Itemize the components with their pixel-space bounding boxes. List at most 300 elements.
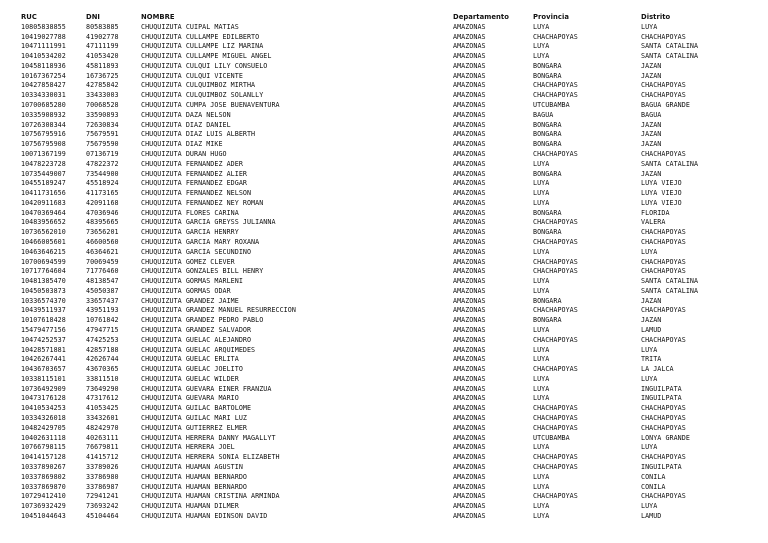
cell-provincia: BONGARA <box>533 208 562 217</box>
cell-provincia: BAGUA <box>533 110 554 119</box>
cell-ruc: 10338115101 <box>21 374 66 383</box>
cell-nombre: CHUQUIZUTA GUELAC JOELITO <box>141 365 243 374</box>
cell-provincia: BONGARA <box>533 140 562 149</box>
cell-ruc: 10410534253 <box>21 404 66 413</box>
cell-nombre: CHUQUIZUTA GARCIA HENRRY <box>141 228 239 237</box>
cell-ruc: 10736932429 <box>21 502 66 511</box>
cell-distrito: JAZAN <box>641 169 662 178</box>
cell-dni: 16736725 <box>86 71 119 80</box>
cell-distrito: SANTA CATALINA <box>641 52 699 61</box>
cell-distrito: SANTA CATALINA <box>641 42 699 51</box>
cell-departamento: AMAZONAS <box>453 140 486 149</box>
cell-distrito: CHACHAPOYAS <box>641 228 686 237</box>
cell-nombre: CHUQUIZUTA DURAN HUGO <box>141 149 227 158</box>
cell-nombre: CHUQUIZUTA DIAZ LUIS ALBERTH <box>141 130 256 139</box>
cell-nombre: CHUQUIZUTA CULQUI VICENTE <box>141 71 243 80</box>
cell-provincia: LUYA <box>533 502 550 511</box>
table-row <box>21 81 763 91</box>
table-row <box>21 512 763 522</box>
table-row <box>21 42 763 52</box>
cell-provincia: LUYA <box>533 384 550 393</box>
cell-dni: 42857188 <box>86 345 119 354</box>
cell-ruc: 10482429705 <box>21 423 66 432</box>
table-row <box>21 414 763 424</box>
table-row <box>21 111 763 121</box>
cell-ruc: 10427858427 <box>21 81 66 90</box>
cell-nombre: CHUQUIZUTA DIAZ MIKE <box>141 140 223 149</box>
cell-provincia: LUYA <box>533 247 550 256</box>
table-row <box>21 189 763 199</box>
cell-nombre: CHUQUIZUTA HUAMAN BERNARDO <box>141 482 247 491</box>
table-row <box>21 306 763 316</box>
cell-nombre: CHUQUIZUTA HUAMAN AGUSTIN <box>141 462 243 471</box>
cell-dni: 72630834 <box>86 120 119 129</box>
cell-provincia: LUYA <box>533 189 550 198</box>
cell-provincia: CHACHAPOYAS <box>533 423 578 432</box>
cell-dni: 75679591 <box>86 130 119 139</box>
cell-departamento: AMAZONAS <box>453 296 486 305</box>
cell-dni: 43670365 <box>86 365 119 374</box>
cell-departamento: AMAZONAS <box>453 61 486 70</box>
cell-ruc: 10466005601 <box>21 237 66 246</box>
cell-provincia: LUYA <box>533 443 550 452</box>
cell-distrito: CONILA <box>641 482 666 491</box>
cell-nombre: CHUQUIZUTA FERNANDEZ NELSON <box>141 189 252 198</box>
cell-nombre: CHUQUIZUTA HERRERA SONIA ELIZABETH <box>141 453 280 462</box>
cell-departamento: AMAZONAS <box>453 52 486 61</box>
cell-nombre: CHUQUIZUTA HERRERA DANNY MAGALLYT <box>141 433 276 442</box>
cell-dni: 10761842 <box>86 316 119 325</box>
cell-nombre: CHUQUIZUTA FLORES CARINA <box>141 208 239 217</box>
cell-nombre: CHUQUIZUTA CULQUI LILY CONSUELO <box>141 61 268 70</box>
cell-ruc: 10717764604 <box>21 267 66 276</box>
cell-provincia: LUYA <box>533 355 550 364</box>
cell-departamento: AMAZONAS <box>453 130 486 139</box>
cell-dni: 46364621 <box>86 247 119 256</box>
cell-departamento: AMAZONAS <box>453 472 486 481</box>
cell-distrito: CHACHAPOYAS <box>641 91 686 100</box>
cell-nombre: CHUQUIZUTA FERNANDEZ NEY ROMAN <box>141 198 264 207</box>
cell-distrito: LUYA <box>641 22 658 31</box>
cell-dni: 73544900 <box>86 169 119 178</box>
table-row <box>21 121 763 131</box>
cell-provincia: CHACHAPOYAS <box>533 81 578 90</box>
cell-provincia: LUYA <box>533 394 550 403</box>
cell-ruc: 10334326018 <box>21 414 66 423</box>
cell-ruc: 10426267441 <box>21 355 66 364</box>
table-row <box>21 375 763 385</box>
cell-departamento: AMAZONAS <box>453 169 486 178</box>
table-row <box>21 346 763 356</box>
cell-provincia: LUYA <box>533 326 550 334</box>
cell-provincia: LUYA <box>533 52 550 61</box>
cell-provincia: CHACHAPOYAS <box>533 267 578 276</box>
table-row <box>21 179 763 189</box>
cell-distrito: INGUILPATA <box>641 462 682 471</box>
cell-provincia: BONGARA <box>533 296 562 305</box>
cell-ruc: 10700694599 <box>21 257 66 266</box>
table-row <box>21 150 763 160</box>
cell-distrito: LUYA <box>641 345 658 354</box>
cell-ruc: 10756795908 <box>21 140 66 149</box>
cell-distrito: VALERA <box>641 218 666 227</box>
cell-dni: 33811510 <box>86 374 119 383</box>
cell-nombre: CHUQUIZUTA GONZALES BILL HENRY <box>141 267 264 276</box>
cell-departamento: AMAZONAS <box>453 228 486 237</box>
table-row <box>21 33 763 43</box>
cell-distrito: SANTA CATALINA <box>641 159 699 168</box>
cell-dni: 47036946 <box>86 208 119 217</box>
cell-ruc: 10455189247 <box>21 179 66 188</box>
cell-departamento: AMAZONAS <box>453 110 486 119</box>
cell-provincia: BONGARA <box>533 130 562 139</box>
cell-departamento: AMAZONAS <box>453 316 486 325</box>
cell-ruc: 10463646215 <box>21 247 66 256</box>
cell-provincia: UTCUBAMBA <box>533 101 570 110</box>
cell-dni: 07136719 <box>86 149 119 158</box>
cell-departamento: AMAZONAS <box>453 453 486 462</box>
cell-dni: 47317612 <box>86 394 119 403</box>
ruc-table <box>21 13 763 522</box>
cell-dni: 41415712 <box>86 453 119 462</box>
cell-distrito: LA JALCA <box>641 365 674 374</box>
cell-ruc: 10337890267 <box>21 462 66 471</box>
cell-nombre: CHUQUIZUTA HUAMAN CRISTINA ARMINDA <box>141 492 280 501</box>
cell-dni: 47947715 <box>86 326 119 334</box>
table-row <box>21 492 763 502</box>
cell-provincia: CHACHAPOYAS <box>533 257 578 266</box>
cell-ruc: 10428571881 <box>21 345 66 354</box>
table-row <box>21 218 763 228</box>
cell-nombre: CHUQUIZUTA FERNANDEZ EDGAR <box>141 179 247 188</box>
cell-nombre: CHUQUIZUTA CULLAMPE LIZ MARINA <box>141 42 264 51</box>
cell-departamento: AMAZONAS <box>453 443 486 452</box>
cell-provincia: LUYA <box>533 511 550 520</box>
cell-dni: 46600560 <box>86 237 119 246</box>
cell-ruc: 10805838855 <box>21 22 66 31</box>
header-distrito: Distrito <box>641 13 671 21</box>
cell-provincia: CHACHAPOYAS <box>533 306 578 315</box>
cell-nombre: CHUQUIZUTA GUEVARA MARIO <box>141 394 239 403</box>
cell-ruc: 10419027788 <box>21 32 66 41</box>
cell-dni: 47822372 <box>86 159 119 168</box>
cell-dni: 48242970 <box>86 423 119 432</box>
cell-departamento: AMAZONAS <box>453 365 486 374</box>
cell-nombre: CHUQUIZUTA FERNANDEZ ADER <box>141 159 243 168</box>
cell-dni: 33432601 <box>86 414 119 423</box>
cell-nombre: CHUQUIZUTA GARCIA MARY ROXANA <box>141 237 260 246</box>
cell-ruc: 10335908932 <box>21 110 66 119</box>
cell-departamento: AMAZONAS <box>453 423 486 432</box>
cell-provincia: CHACHAPOYAS <box>533 335 578 344</box>
cell-departamento: AMAZONAS <box>453 394 486 403</box>
cell-departamento: AMAZONAS <box>453 355 486 364</box>
cell-dni: 41902778 <box>86 32 119 41</box>
cell-departamento: AMAZONAS <box>453 22 486 31</box>
cell-nombre: CHUQUIZUTA GUTIERREZ ELMER <box>141 423 247 432</box>
cell-provincia: CHACHAPOYAS <box>533 218 578 227</box>
cell-distrito: LUYA <box>641 374 658 383</box>
cell-nombre: CHUQUIZUTA CULLAMPE MIGUEL ANGEL <box>141 52 272 61</box>
cell-distrito: LUYA <box>641 443 658 452</box>
cell-nombre: CHUQUIZUTA GUILAC BARTOLOME <box>141 404 252 413</box>
table-row <box>21 404 763 414</box>
cell-nombre: CHUQUIZUTA HERRERA JOEL <box>141 443 235 452</box>
cell-departamento: AMAZONAS <box>453 277 486 286</box>
cell-ruc: 10736562010 <box>21 228 66 237</box>
cell-dni: 45050387 <box>86 286 119 295</box>
cell-ruc: 10470369464 <box>21 208 66 217</box>
cell-nombre: CHUQUIZUTA HUAMAN EDINSON DAVID <box>141 511 268 520</box>
cell-departamento: AMAZONAS <box>453 374 486 383</box>
cell-distrito: INGUILPATA <box>641 384 682 393</box>
cell-distrito: TRITA <box>641 355 662 364</box>
cell-departamento: AMAZONAS <box>453 179 486 188</box>
cell-nombre: CHUQUIZUTA GRANDEZ MANUEL RESURRECCION <box>141 306 296 315</box>
cell-nombre: CHUQUIZUTA GOMEZ CLEVER <box>141 257 235 266</box>
cell-ruc: 10167367254 <box>21 71 66 80</box>
cell-ruc: 10474252537 <box>21 335 66 344</box>
cell-departamento: AMAZONAS <box>453 159 486 168</box>
cell-departamento: AMAZONAS <box>453 189 486 198</box>
cell-ruc: 10334330031 <box>21 91 66 100</box>
cell-provincia: CHACHAPOYAS <box>533 32 578 41</box>
table-row <box>21 287 763 297</box>
table-row <box>21 297 763 307</box>
cell-provincia: LUYA <box>533 22 550 31</box>
cell-ruc: 15479477156 <box>21 326 66 334</box>
cell-departamento: AMAZONAS <box>453 492 486 501</box>
cell-distrito: SANTA CATALINA <box>641 286 699 295</box>
cell-provincia: CHACHAPOYAS <box>533 453 578 462</box>
cell-dni: 76679811 <box>86 443 119 452</box>
cell-departamento: AMAZONAS <box>453 404 486 413</box>
cell-dni: 47111199 <box>86 42 119 51</box>
cell-provincia: LUYA <box>533 198 550 207</box>
cell-provincia: LUYA <box>533 179 550 188</box>
table-row <box>21 170 763 180</box>
cell-nombre: CHUQUIZUTA GUELAC ALEJANDRO <box>141 335 252 344</box>
cell-distrito: LONYA GRANDE <box>641 433 690 442</box>
cell-dni: 43951193 <box>86 306 119 315</box>
cell-departamento: AMAZONAS <box>453 71 486 80</box>
cell-nombre: CHUQUIZUTA GARCIA GREYSS JULIANNA <box>141 218 276 227</box>
header-provincia: Provincia <box>533 13 569 21</box>
cell-departamento: AMAZONAS <box>453 257 486 266</box>
cell-provincia: LUYA <box>533 277 550 286</box>
table-row <box>21 140 763 150</box>
cell-nombre: CHUQUIZUTA DAZA NELSON <box>141 110 231 119</box>
cell-dni: 48395665 <box>86 218 119 227</box>
cell-departamento: AMAZONAS <box>453 306 486 315</box>
cell-dni: 45518924 <box>86 179 119 188</box>
cell-departamento: AMAZONAS <box>453 433 486 442</box>
table-row <box>21 277 763 287</box>
cell-distrito: CHACHAPOYAS <box>641 423 686 432</box>
cell-distrito: JAZAN <box>641 61 662 70</box>
header-dni: DNI <box>86 13 101 21</box>
cell-dni: 33433003 <box>86 91 119 100</box>
cell-distrito: LAMUD <box>641 511 662 520</box>
cell-departamento: AMAZONAS <box>453 482 486 491</box>
cell-nombre: CHUQUIZUTA CULQUIMBOZ MIRTHA <box>141 81 256 90</box>
cell-dni: 73693242 <box>86 502 119 511</box>
cell-nombre: CHUQUIZUTA GRANDEZ PEDRO PABLO <box>141 316 264 325</box>
cell-provincia: CHACHAPOYAS <box>533 414 578 423</box>
cell-distrito: CHACHAPOYAS <box>641 81 686 90</box>
table-row <box>21 336 763 346</box>
cell-ruc: 10071367199 <box>21 149 66 158</box>
cell-dni: 40263111 <box>86 433 119 442</box>
cell-dni: 33590893 <box>86 110 119 119</box>
cell-dni: 42626744 <box>86 355 119 364</box>
cell-distrito: CHACHAPOYAS <box>641 149 686 158</box>
cell-departamento: AMAZONAS <box>453 286 486 295</box>
cell-dni: 33786987 <box>86 482 119 491</box>
table-row <box>21 238 763 248</box>
cell-ruc: 10458118936 <box>21 61 66 70</box>
cell-dni: 33789026 <box>86 462 119 471</box>
cell-ruc: 10729412410 <box>21 492 66 501</box>
cell-ruc: 10700685280 <box>21 101 66 110</box>
cell-dni: 41053425 <box>86 404 119 413</box>
cell-nombre: CHUQUIZUTA CULQUIMBOZ SOLANLLY <box>141 91 264 100</box>
cell-nombre: CHUQUIZUTA GUELAC WILDER <box>141 374 239 383</box>
cell-provincia: BONGARA <box>533 316 562 325</box>
cell-provincia: BONGARA <box>533 120 562 129</box>
cell-distrito: CHACHAPOYAS <box>641 492 686 501</box>
cell-departamento: AMAZONAS <box>453 208 486 217</box>
cell-provincia: BONGARA <box>533 228 562 237</box>
cell-provincia: UTCUBAMBA <box>533 433 570 442</box>
cell-provincia: LUYA <box>533 472 550 481</box>
cell-distrito: JAZAN <box>641 120 662 129</box>
cell-distrito: JAZAN <box>641 130 662 139</box>
cell-departamento: AMAZONAS <box>453 81 486 90</box>
cell-nombre: CHUQUIZUTA HUAMAN BERNARDO <box>141 472 247 481</box>
cell-nombre: CHUQUIZUTA CULLAMPE EDILBERTO <box>141 32 260 41</box>
cell-ruc: 10726308344 <box>21 120 66 129</box>
cell-provincia: CHACHAPOYAS <box>533 492 578 501</box>
table-row <box>21 316 763 326</box>
cell-departamento: AMAZONAS <box>453 120 486 129</box>
cell-ruc: 10336574370 <box>21 296 66 305</box>
table-row <box>21 453 763 463</box>
cell-nombre: CHUQUIZUTA FERNANDEZ ALIER <box>141 169 247 178</box>
cell-dni: 71776460 <box>86 267 119 276</box>
cell-distrito: LAMUD <box>641 326 662 334</box>
cell-departamento: AMAZONAS <box>453 101 486 110</box>
cell-distrito: SANTA CATALINA <box>641 277 699 286</box>
cell-distrito: CHACHAPOYAS <box>641 237 686 246</box>
cell-ruc: 10483956652 <box>21 218 66 227</box>
table-row <box>21 473 763 483</box>
table-row <box>21 23 763 33</box>
cell-distrito: CHACHAPOYAS <box>641 453 686 462</box>
table-row <box>21 463 763 473</box>
cell-provincia: LUYA <box>533 482 550 491</box>
cell-distrito: BAGUA <box>641 110 662 119</box>
cell-ruc: 10107618428 <box>21 316 66 325</box>
table-row <box>21 199 763 209</box>
header-nombre: NOMBRE <box>141 13 175 21</box>
cell-dni: 33786980 <box>86 472 119 481</box>
cell-distrito: LUYA VIEJO <box>641 198 682 207</box>
table-row <box>21 209 763 219</box>
cell-nombre: CHUQUIZUTA GORMAS MARLENI <box>141 277 243 286</box>
cell-distrito: CHACHAPOYAS <box>641 335 686 344</box>
cell-distrito: JAZAN <box>641 140 662 149</box>
cell-provincia: CHACHAPOYAS <box>533 404 578 413</box>
cell-nombre: CHUQUIZUTA GUELAC ARQUIMEDES <box>141 345 256 354</box>
table-row <box>21 91 763 101</box>
table-row <box>21 365 763 375</box>
cell-dni: 75679590 <box>86 140 119 149</box>
cell-provincia: LUYA <box>533 42 550 51</box>
cell-distrito: CHACHAPOYAS <box>641 414 686 423</box>
cell-departamento: AMAZONAS <box>453 91 486 100</box>
cell-distrito: BAGUA GRANDE <box>641 101 690 110</box>
cell-ruc: 10473176128 <box>21 394 66 403</box>
cell-nombre: CHUQUIZUTA GORMAS ODAR <box>141 286 231 295</box>
cell-departamento: AMAZONAS <box>453 462 486 471</box>
cell-distrito: INGUILPATA <box>641 394 682 403</box>
cell-provincia: LUYA <box>533 374 550 383</box>
cell-ruc: 10402631118 <box>21 433 66 442</box>
cell-nombre: CHUQUIZUTA HUAMAN DILMER <box>141 502 239 511</box>
cell-distrito: LUYA <box>641 502 658 511</box>
cell-ruc: 10736492909 <box>21 384 66 393</box>
cell-departamento: AMAZONAS <box>453 335 486 344</box>
cell-nombre: CHUQUIZUTA DIAZ DANIEL <box>141 120 231 129</box>
cell-ruc: 10471111991 <box>21 42 66 51</box>
cell-dni: 73656201 <box>86 228 119 237</box>
table-header-row <box>21 13 763 23</box>
cell-nombre: CHUQUIZUTA GRANDEZ SALVADOR <box>141 326 252 334</box>
cell-provincia: CHACHAPOYAS <box>533 462 578 471</box>
cell-dni: 80583885 <box>86 22 119 31</box>
table-row <box>21 52 763 62</box>
cell-distrito: LUYA <box>641 247 658 256</box>
table-row <box>21 72 763 82</box>
cell-nombre: CHUQUIZUTA GUEVARA EINER FRANZUA <box>141 384 272 393</box>
cell-departamento: AMAZONAS <box>453 414 486 423</box>
cell-provincia: BONGARA <box>533 169 562 178</box>
cell-provincia: CHACHAPOYAS <box>533 237 578 246</box>
cell-dni: 48138547 <box>86 277 119 286</box>
cell-ruc: 10450503873 <box>21 286 66 295</box>
cell-dni: 41173165 <box>86 189 119 198</box>
table-row <box>21 355 763 365</box>
cell-distrito: LUYA VIEJO <box>641 179 682 188</box>
cell-provincia: CHACHAPOYAS <box>533 91 578 100</box>
cell-ruc: 10337869802 <box>21 472 66 481</box>
table-row <box>21 228 763 238</box>
cell-provincia: LUYA <box>533 286 550 295</box>
cell-nombre: CHUQUIZUTA CUIPAL MATIAS <box>141 22 239 31</box>
table-row <box>21 483 763 493</box>
cell-dni: 41053420 <box>86 52 119 61</box>
cell-ruc: 10756795916 <box>21 130 66 139</box>
header-ruc: RUC <box>21 13 37 21</box>
cell-provincia: LUYA <box>533 345 550 354</box>
table-row <box>21 160 763 170</box>
table-row <box>21 385 763 395</box>
cell-departamento: AMAZONAS <box>453 218 486 227</box>
cell-ruc: 10451044643 <box>21 511 66 520</box>
cell-provincia: BONGARA <box>533 61 562 70</box>
cell-dni: 70069459 <box>86 257 119 266</box>
